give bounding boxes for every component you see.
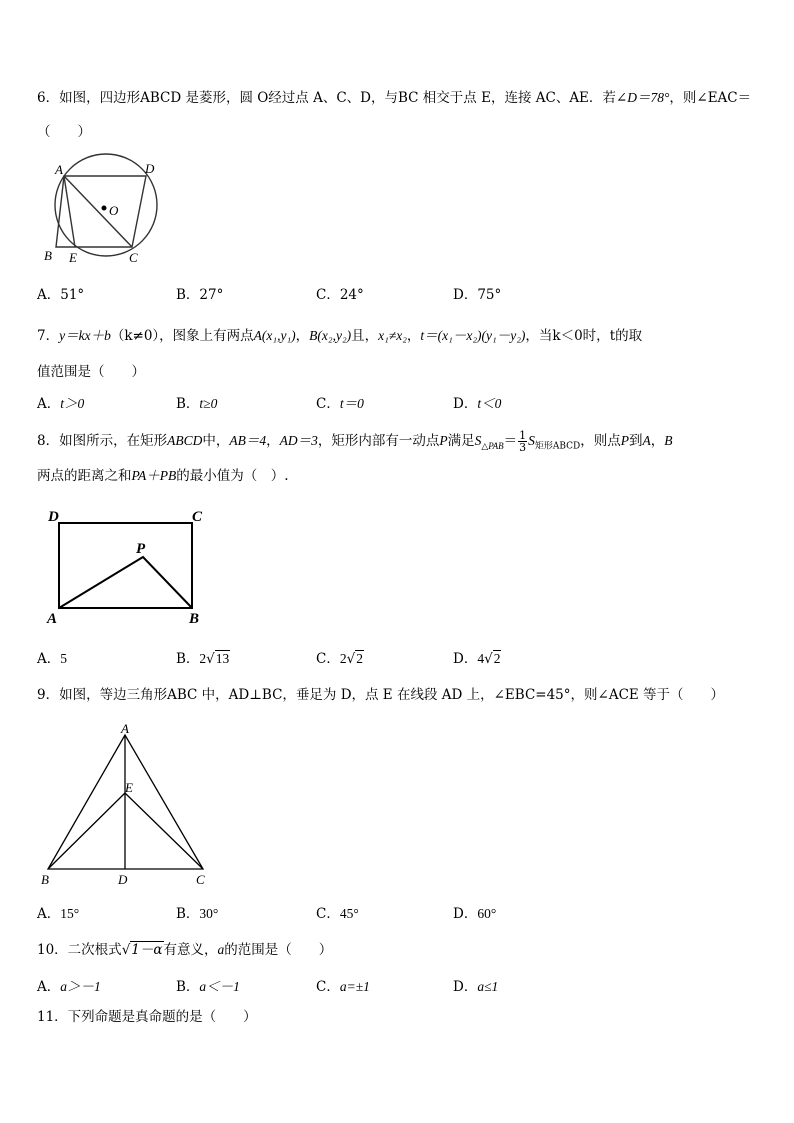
q7-point-b: B(x₂,y₂) [309, 328, 352, 343]
q10-option-d: D．a≤1 [453, 979, 499, 995]
q10-option-c: C．a=±1 [316, 979, 370, 995]
q6-condition: ∠D＝78° [615, 90, 670, 105]
q8-fraction: $\frac{1}{3}$ [519, 429, 527, 454]
q6-option-b: B．27° [176, 287, 224, 303]
q6-line-ac [64, 176, 132, 247]
q7-option-c: C．t＝0 [316, 396, 364, 412]
q11-stem: 11．下列命题是真命题的是（ ） [37, 1009, 257, 1025]
q9-option-a: A．15° [37, 906, 80, 922]
q9-figure [38, 720, 218, 890]
q7-function: y＝kx＋b [59, 328, 111, 343]
q6-option-c: C．24° [316, 287, 364, 303]
q10-option-b: B．a＜－1 [176, 979, 240, 995]
q9-label-e: E [125, 780, 133, 795]
q6-stem [37, 89, 751, 107]
q8-option-d: D．4√2 [453, 651, 501, 667]
q6-label-e: E [69, 250, 77, 265]
q6-option-a: A．51° [37, 287, 85, 303]
q9-label-a: A [121, 721, 129, 736]
q8-line2: 两点的距离之和PA＋PB的最小值为（ ）. [37, 468, 289, 484]
q6-label-a: A [55, 162, 63, 177]
q7-t-definition: t＝(x₁－x₂)(y₁－y₂) [420, 328, 526, 343]
q6-option-d: D．75° [453, 287, 502, 303]
q6-prefix: 6．如图，四边形ABCD 是菱形，圆 O经过点 A、C、D，与BC 相交于点 E，连接 AC、AE．若 [37, 90, 616, 106]
q6-paren: （ ） [37, 124, 91, 140]
q6-center-dot [102, 206, 107, 211]
q6-suffix: ，则∠EAC＝ [669, 90, 752, 106]
q9-stem: 9．如图，等边三角形ABC 中，AD⊥BC，垂足为 D，点 E 在线段 AD 上，∠EBC=45°，则∠ACE 等于（ ） [37, 687, 725, 703]
q8-label-d: D [48, 509, 59, 525]
q8-path-apb [59, 557, 192, 608]
q7-option-b: B．t≥0 [176, 396, 218, 412]
q9-option-d: D．60° [453, 906, 497, 922]
q10-stem: 10．二次根式√1－α有意义，a的范围是（ ） [37, 942, 333, 958]
q10-option-a: A．a＞－1 [37, 979, 101, 995]
q8-label-c: C [192, 509, 203, 525]
q7-point-a: A(x₁,y₁) [253, 328, 296, 343]
q7-stem: 7．y＝kx＋b（k≠0），图象上有两点A(x₁,y₁)，B(x₂,y₂)且，x₁≠x₂，t＝(x₁－x₂)(y₁－y₂)，当k＜0时，t的取 [37, 328, 643, 344]
q7-option-a: A．t＞0 [37, 396, 85, 412]
q9-line-ce [125, 793, 203, 869]
q6-circle [55, 154, 157, 256]
q10-radical: 1－α [131, 942, 163, 958]
q8-label-b: B [189, 611, 200, 627]
q9-label-d: D [118, 872, 128, 887]
q7-option-d: D．t＜0 [453, 396, 502, 412]
q8-option-b: B．2√13 [176, 651, 230, 667]
q9-label-b: B [41, 872, 49, 887]
q6-label-o: O [109, 203, 119, 218]
q7-line2: 值范围是（ ） [37, 364, 145, 380]
q9-option-b: B．30° [176, 906, 219, 922]
q9-line-be [48, 793, 125, 869]
q8-label-a: A [47, 611, 58, 627]
q8-figure [40, 500, 215, 630]
q6-label-d: D [145, 161, 155, 176]
q9-label-c: C [196, 872, 205, 887]
q6-figure [40, 150, 170, 268]
q8-option-a: A．5 [37, 651, 67, 667]
q9-option-c: C．45° [316, 906, 359, 922]
q6-label-c: C [129, 250, 138, 265]
q8-label-p: P [136, 541, 146, 557]
q6-label-b: B [44, 248, 52, 263]
q8-stem: 8．如图所示，在矩形ABCD中，AB＝4，AD＝3，矩形内部有一动点P满足$S_{\triangle PAB}=$ $\frac{1}{3}$ $S_{矩形ABCD}$，则点P到A，B [37, 429, 673, 454]
q8-option-c: C．2√2 [316, 651, 363, 667]
